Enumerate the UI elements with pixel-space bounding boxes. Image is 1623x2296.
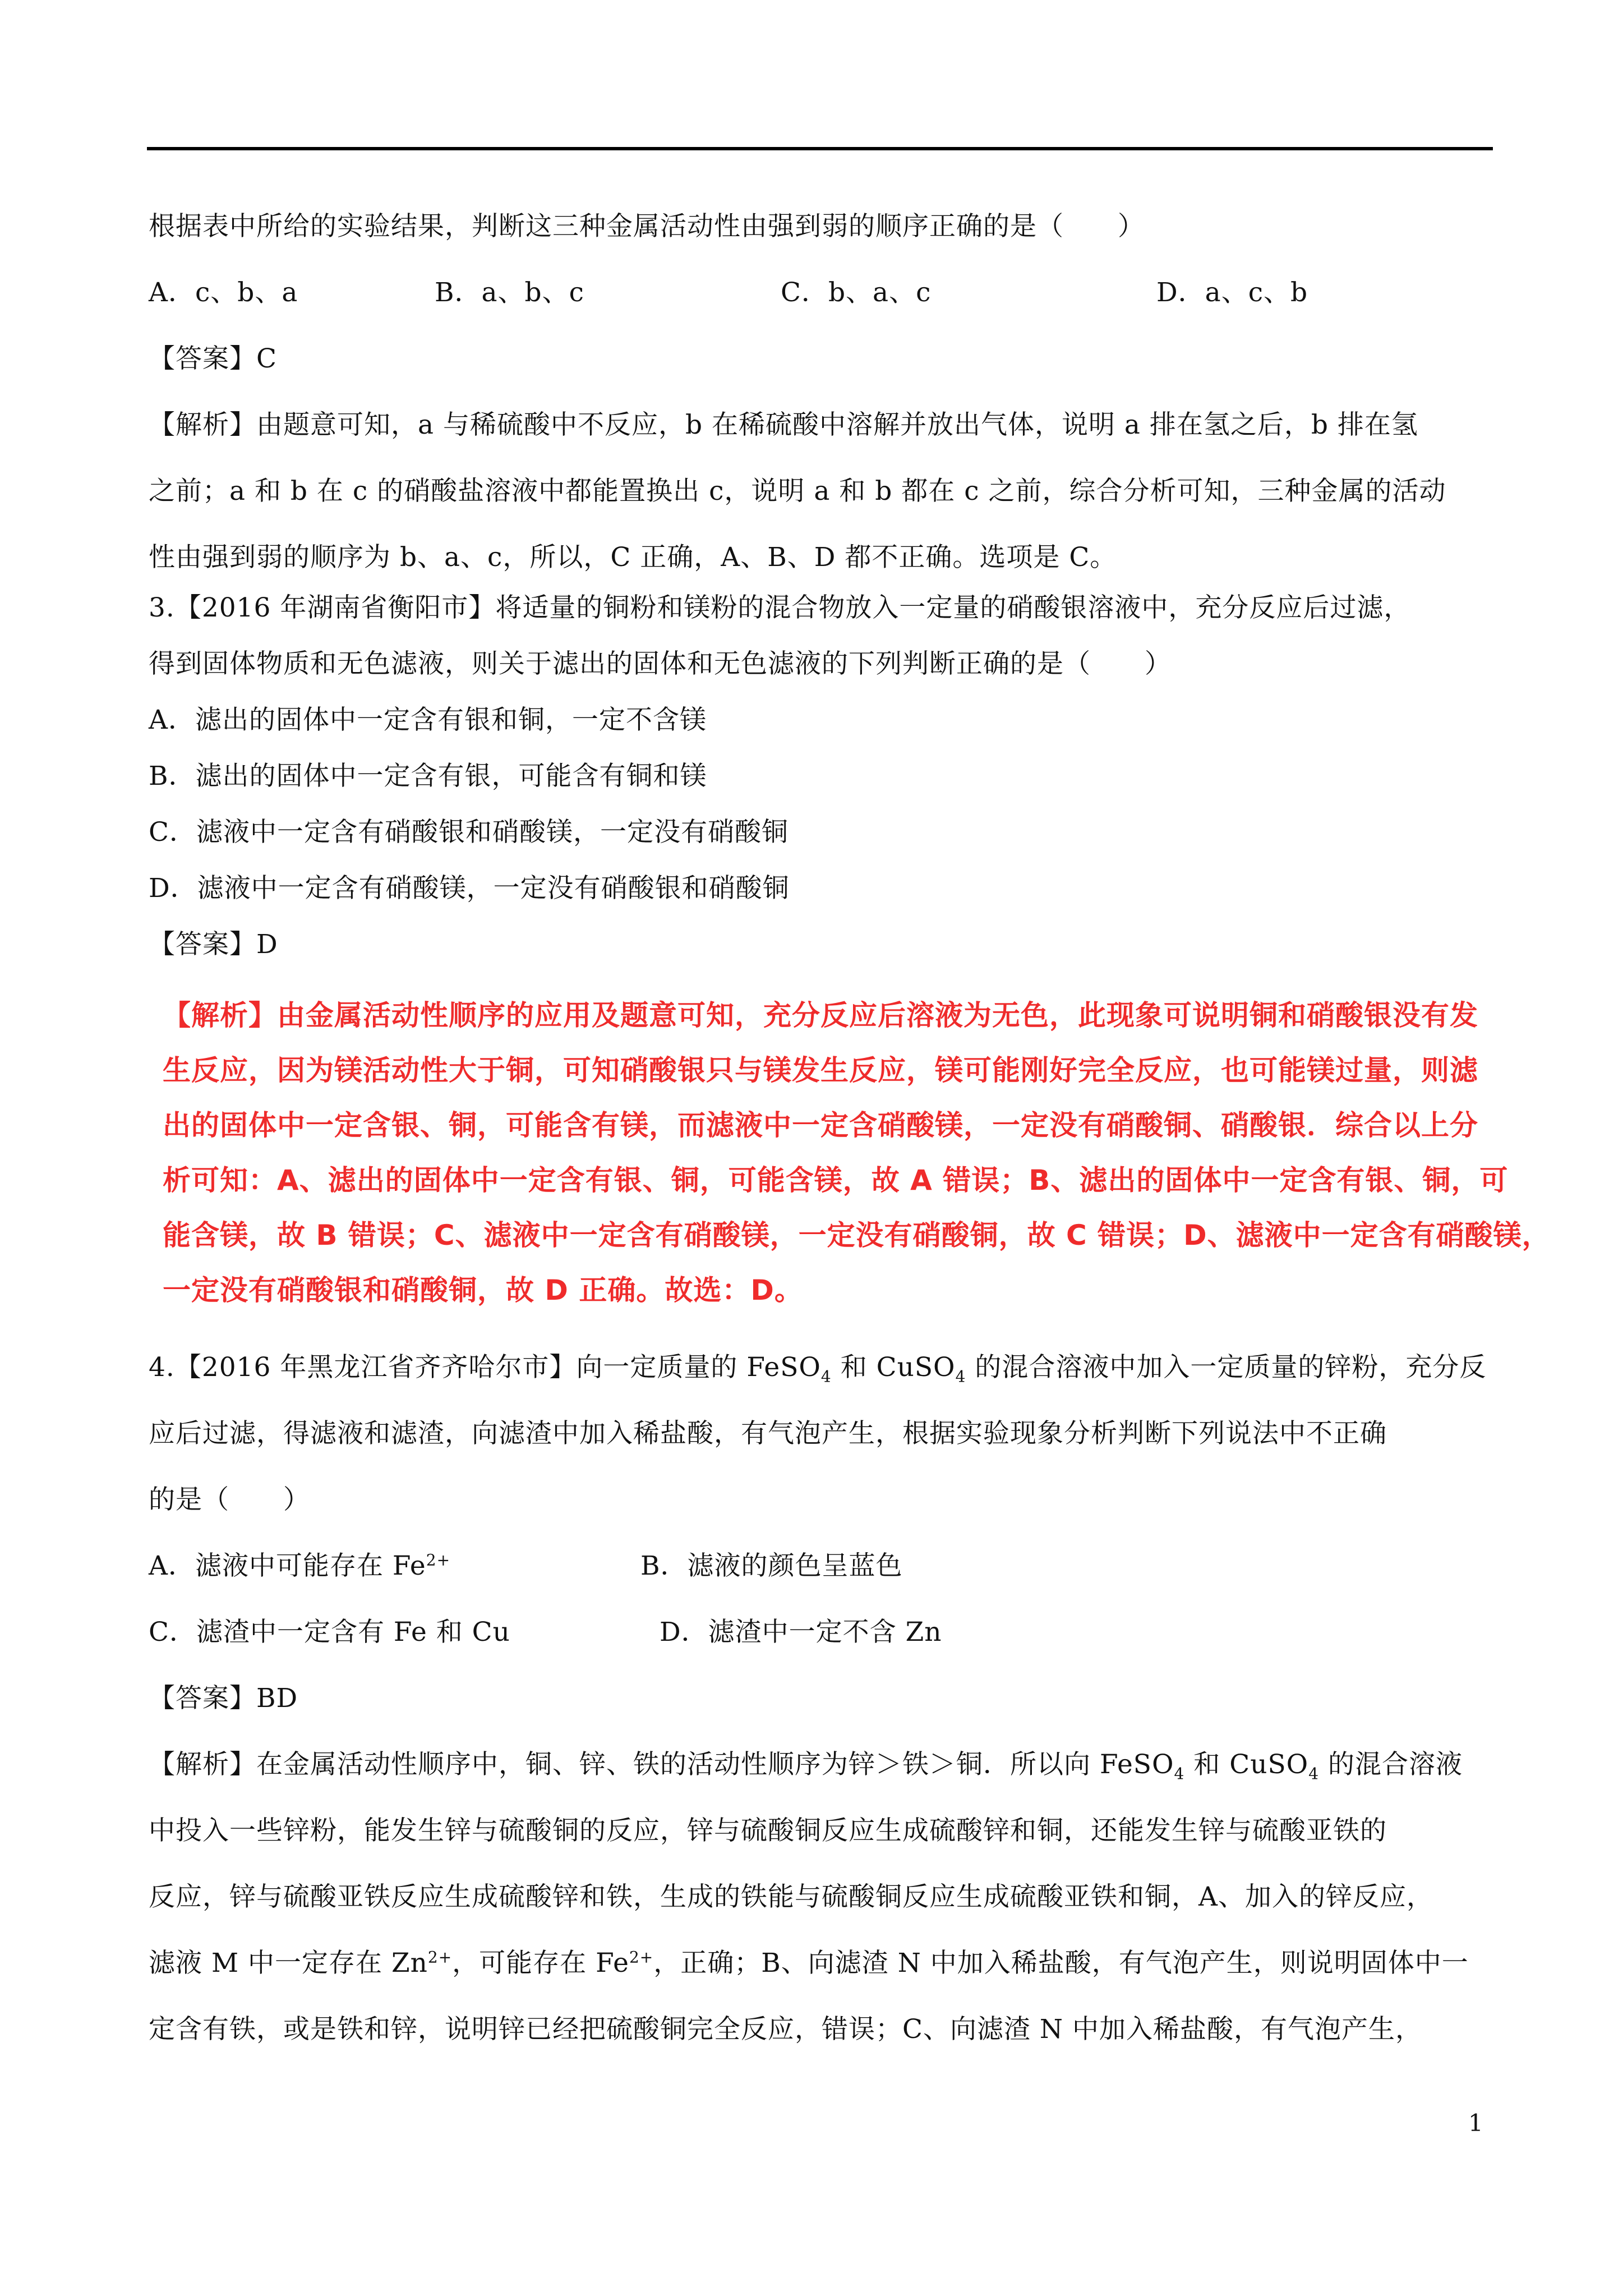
q2-stem: 根据表中所给的实验结果，判断这三种金属活动性由强到弱的顺序正确的是（ ） bbox=[149, 211, 1145, 242]
q4-stem-line: 应后过滤，得滤液和滤渣，向滤渣中加入稀盐酸，有气泡产生，根据实验现象分析判断下列说法中不正确 bbox=[149, 1418, 1387, 1449]
q2-option-d: D．a、c、b bbox=[1156, 277, 1308, 308]
header-rule bbox=[147, 147, 1493, 150]
q4-analysis-line: 定含有铁，或是铁和锌，说明锌已经把硫酸铜完全反应，错误；C、向滤渣 N 中加入稀盐酸，有气泡产生， bbox=[149, 2014, 1422, 2045]
q3-option-d: D．滤液中一定含有硝酸镁，一定没有硝酸银和硝酸铜 bbox=[149, 873, 790, 904]
q2-analysis-line: 之前；a 和 b 在 c 的硝酸盐溶液中都能置换出 c，说明 a 和 b 都在 c 之前，综合分析可知，三种金属的活动 bbox=[149, 476, 1446, 507]
q4-stem-line: 4.【2016 年黑龙江省齐齐哈尔市】向一定质量的 FeSO$_4$ 和 CuSO$_4$ 的混合溶液中加入一定质量的锌粉，充分反 bbox=[149, 1352, 1487, 1386]
q3-analysis-line: 一定没有硝酸银和硝酸铜，故 D 正确。故选：D。 bbox=[163, 1274, 803, 1306]
q2-analysis-line: 性由强到弱的顺序为 b、a、c，所以，C 正确，A、B、D 都不正确。选项是 C。 bbox=[149, 542, 1117, 573]
q4-option-a: A．滤液中可能存在 $Fe^{2+}$ bbox=[149, 1550, 451, 1581]
q4-stem-line: 的是（ ） bbox=[149, 1484, 310, 1515]
q4-option-b: B．滤液的颜色呈蓝色 bbox=[640, 1550, 903, 1581]
q3-analysis-line: 出的固体中一定含银、铜，可能含有镁，而滤液中一定含硝酸镁，一定没有硝酸铜、硝酸银．综合以上分 bbox=[163, 1109, 1478, 1142]
q3-analysis-line: 【解析】由金属活动性顺序的应用及题意可知，充分反应后溶液为无色，此现象可说明铜和硝酸银没有发 bbox=[163, 999, 1478, 1032]
q2-option-c: C．b、a、c bbox=[781, 277, 932, 308]
q2-analysis-line: 【解析】由题意可知，a 与稀硫酸中不反应，b 在稀硫酸中溶解并放出气体，说明 a 排在氢之后，b 排在氢 bbox=[149, 409, 1418, 440]
q2-answer: 【答案】C bbox=[149, 343, 277, 374]
q4-analysis-line: 滤液 M 中一定存在 $Zn^{2+}$，可能存在 $Fe^{2+}$，正确；B、向滤渣 N 中加入稀盐酸，有气泡产生，则说明固体中一 bbox=[149, 1948, 1469, 1978]
q3-stem-line: 3.【2016 年湖南省衡阳市】将适量的铜粉和镁粉的混合物放入一定量的硝酸银溶液中，充分反应后过滤， bbox=[149, 592, 1411, 623]
q3-analysis-line: 析可知：A、滤出的固体中一定含有银、铜，可能含镁，故 A 错误；B、滤出的固体中一定含有银、铜，可 bbox=[163, 1164, 1509, 1197]
q3-option-b: B．滤出的固体中一定含有银，可能含有铜和镁 bbox=[149, 761, 707, 792]
q2-option-b: B．a、b、c bbox=[435, 277, 584, 308]
q4-analysis-line: 【解析】在金属活动性顺序中，铜、锌、铁的活动性顺序为锌＞铁＞铜．所以向 FeSO$_4$ 和 CuSO$_4$ 的混合溶液 bbox=[149, 1749, 1463, 1783]
q3-analysis-line: 能含镁，故 B 错误；C、滤液中一定含有硝酸镁，一定没有硝酸铜，故 C 错误；D、滤液中一定含有硝酸镁， bbox=[163, 1219, 1551, 1251]
q4-option-d: D．滤渣中一定不含 Zn bbox=[660, 1617, 942, 1648]
q3-stem-line: 得到固体物质和无色滤液，则关于滤出的固体和无色滤液的下列判断正确的是（ ） bbox=[149, 648, 1172, 679]
q3-option-a: A．滤出的固体中一定含有银和铜，一定不含镁 bbox=[149, 705, 707, 735]
q4-answer: 【答案】BD bbox=[149, 1683, 298, 1714]
q4-analysis-line: 反应，锌与硫酸亚铁反应生成硫酸锌和铁，生成的铁能与硫酸铜反应生成硫酸亚铁和铜，A、加入的锌反应， bbox=[149, 1881, 1433, 1912]
q3-analysis-line: 生反应，因为镁活动性大于铜，可知硝酸银只与镁发生反应，镁可能刚好完全反应，也可能镁过量，则滤 bbox=[163, 1054, 1478, 1087]
page-number: 1 bbox=[1468, 2109, 1483, 2137]
q3-answer: 【答案】D bbox=[149, 929, 278, 960]
q4-option-c: C．滤渣中一定含有 Fe 和 Cu bbox=[149, 1617, 510, 1648]
q3-option-c: C．滤液中一定含有硝酸银和硝酸镁，一定没有硝酸铜 bbox=[149, 817, 789, 848]
q4-analysis-line: 中投入一些锌粉，能发生锌与硫酸铜的反应，锌与硫酸铜反应生成硫酸锌和铜，还能发生锌与硫酸亚铁的 bbox=[149, 1815, 1387, 1846]
q2-option-a: A．c、b、a bbox=[149, 277, 298, 308]
